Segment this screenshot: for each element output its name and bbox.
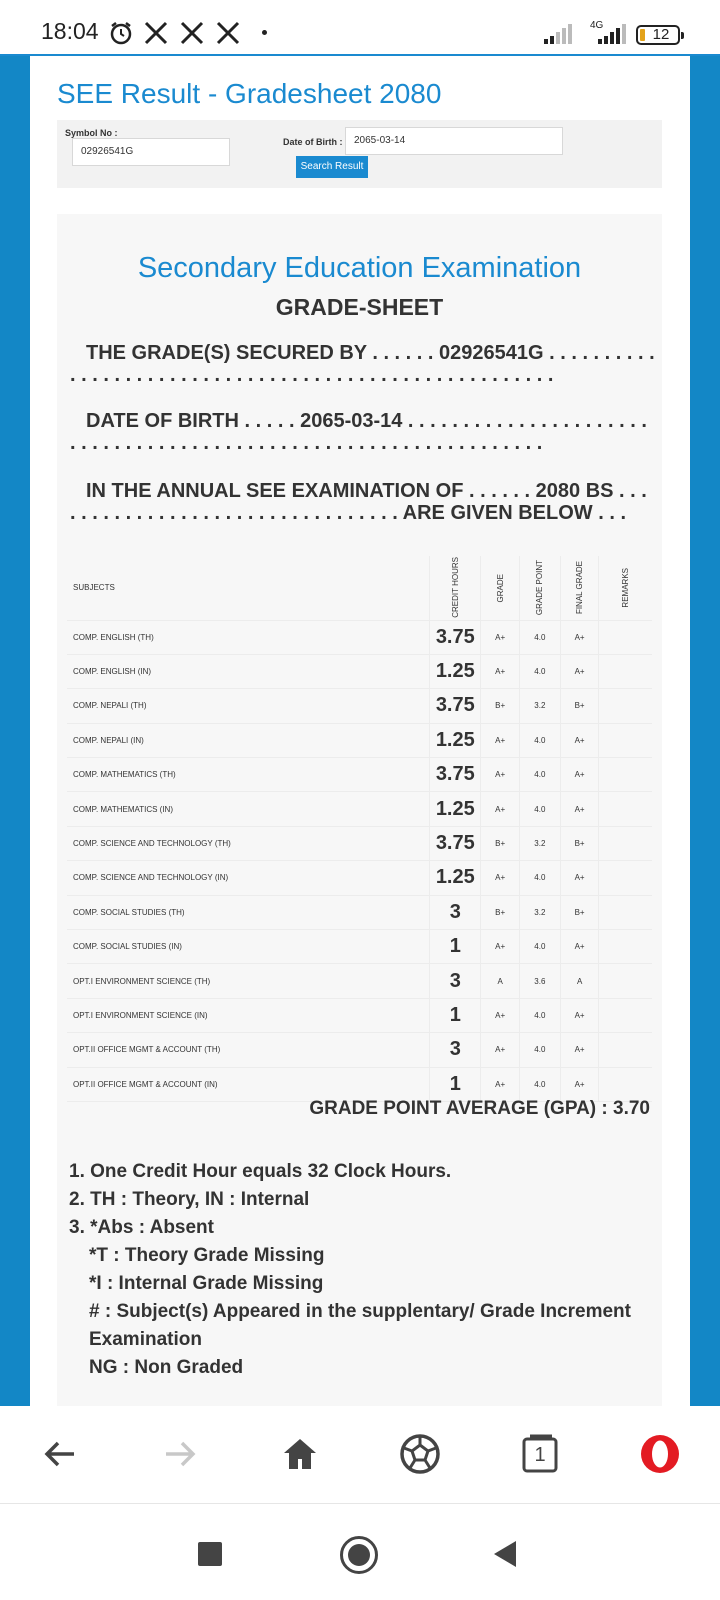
- table-row: [67, 1033, 652, 1067]
- credit-hours-cell: 3: [430, 1033, 481, 1067]
- network-type: 4G: [590, 20, 604, 31]
- grade-cell: A+: [481, 998, 520, 1032]
- credit-hours-cell: 3.75: [430, 758, 481, 792]
- table-row: [67, 689, 652, 723]
- remarks-cell: [599, 654, 652, 688]
- sheet-subtitle: GRADE-SHEET: [275, 294, 444, 320]
- signal-icon: [598, 24, 626, 44]
- dob-line: DATE OF BIRTH . . . . . 2065-03-14 . . . . . . . . . . . . . . . . . . . . . . . . . . . . . . . . . . . . . . . . . . . . . . . . . . . . . . . . . . . . . . . . .: [70, 410, 647, 454]
- credit-hours-cell: 3: [430, 895, 481, 929]
- subject-cell: OPT.II OFFICE MGMT & ACCOUNT (TH): [67, 1033, 430, 1067]
- grade-point-cell: 4.0: [519, 792, 560, 826]
- secured-by-line: THE GRADE(S) SECURED BY . . . . . . 02926541G . . . . . . . . . . . . . . . . . . . . . . . . . . . . . . . . . . . . . . . . . . . . . . . . . . . . . .: [70, 342, 655, 386]
- credit-hours-cell: 3.75: [430, 826, 481, 860]
- battery-level: 12: [652, 26, 670, 43]
- table-row: [67, 964, 652, 998]
- opera-logo-icon: [639, 1433, 681, 1475]
- note-item: *I : Internal Grade Missing: [89, 1273, 324, 1294]
- table-row: [67, 654, 652, 688]
- subject-cell: COMP. MATHEMATICS (IN): [67, 792, 430, 826]
- remarks-cell: [599, 964, 652, 998]
- credit-hours-cell: 1: [430, 1067, 481, 1101]
- sheet-title: Secondary Education Examination: [137, 252, 582, 284]
- final-grade-cell: A+: [560, 930, 599, 964]
- web-viewport[interactable]: [0, 56, 720, 1406]
- final-grade-cell: A+: [560, 998, 599, 1032]
- grade-cell: A+: [481, 930, 520, 964]
- col-grade: GRADE: [481, 556, 520, 620]
- table-row: [67, 792, 652, 826]
- system-nav-bar: [0, 1504, 720, 1600]
- opera-menu-button[interactable]: [636, 1430, 684, 1478]
- subject-cell: COMP. MATHEMATICS (TH): [67, 758, 430, 792]
- credit-hours-cell: 3.75: [430, 620, 481, 654]
- final-grade-cell: A+: [560, 654, 599, 688]
- col-remarks: REMARKS: [599, 556, 652, 620]
- table-row: [67, 930, 652, 964]
- grade-cell: A+: [481, 1033, 520, 1067]
- col-subjects: SUBJECTS: [67, 556, 430, 620]
- final-grade-cell: B+: [560, 826, 599, 860]
- final-grade-cell: A: [560, 964, 599, 998]
- grade-cell: B+: [481, 826, 520, 860]
- credit-hours-cell: 1: [430, 998, 481, 1032]
- final-grade-cell: A+: [560, 861, 599, 895]
- grade-cell: A+: [481, 758, 520, 792]
- symbol-label: Symbol No :: [65, 128, 118, 138]
- remarks-cell: [599, 1033, 652, 1067]
- signal-icon: [544, 24, 572, 44]
- status-bar: [0, 0, 720, 56]
- grade-cell: A+: [481, 792, 520, 826]
- recents-button[interactable]: [198, 1542, 222, 1566]
- alarm-icon: [108, 20, 134, 53]
- dob-input[interactable]: 2065-03-14: [345, 127, 563, 155]
- x-app-icon: [180, 21, 204, 52]
- col-credit-hours: CREDIT HOURS: [430, 556, 481, 620]
- note-item: 3. *Abs : Absent: [69, 1217, 214, 1238]
- remarks-cell: [599, 826, 652, 860]
- remarks-cell: [599, 758, 652, 792]
- final-grade-cell: B+: [560, 689, 599, 723]
- page-title: SEE Result - Gradesheet 2080: [57, 78, 442, 109]
- grade-cell: A+: [481, 861, 520, 895]
- table-row: [67, 826, 652, 860]
- note-item: *T : Theory Grade Missing: [89, 1245, 325, 1266]
- x-app-icon: [216, 21, 240, 52]
- note-item: 1. One Credit Hour equals 32 Clock Hours.: [69, 1161, 452, 1182]
- subject-cell: COMP. SOCIAL STUDIES (IN): [67, 930, 430, 964]
- grade-point-cell: 3.6: [519, 964, 560, 998]
- subject-cell: COMP. SCIENCE AND TECHNOLOGY (IN): [67, 861, 430, 895]
- credit-hours-cell: 1.25: [430, 792, 481, 826]
- football-icon: [399, 1433, 441, 1475]
- grade-cell: A+: [481, 1067, 520, 1101]
- note-item: # : Subject(s) Appeared in the supplentary/ Grade Increment Examination: [89, 1301, 631, 1350]
- table-row: [67, 861, 652, 895]
- grade-point-cell: 3.2: [519, 895, 560, 929]
- notification-dot: [262, 30, 267, 35]
- tabs-count: 1: [534, 1444, 546, 1466]
- exam-line: IN THE ANNUAL SEE EXAMINATION OF . . . . . . 2080 BS . . . . . . . . . . . . . . . . . . . . . . . . . . . . . . . . . ARE GIVEN BELOW . . .: [70, 480, 647, 524]
- grade-cell: B+: [481, 689, 520, 723]
- grade-point-cell: 4.0: [519, 998, 560, 1032]
- table-row: [67, 723, 652, 757]
- table-row: [67, 758, 652, 792]
- tabs-button[interactable]: [516, 1430, 564, 1478]
- remarks-cell: [599, 998, 652, 1032]
- home-icon: [281, 1435, 319, 1473]
- grade-point-cell: 4.0: [519, 758, 560, 792]
- arrow-left-icon: [42, 1436, 78, 1472]
- subject-cell: COMP. NEPALI (IN): [67, 723, 430, 757]
- final-grade-cell: A+: [560, 1067, 599, 1101]
- arrow-right-icon: [162, 1436, 198, 1472]
- credit-hours-cell: 1.25: [430, 654, 481, 688]
- search-result-button[interactable]: Search Result: [296, 156, 368, 178]
- remarks-cell: [599, 930, 652, 964]
- remarks-cell: [599, 861, 652, 895]
- remarks-cell: [599, 895, 652, 929]
- credit-hours-cell: 3.75: [430, 689, 481, 723]
- grade-cell: A+: [481, 620, 520, 654]
- credit-hours-cell: 3: [430, 964, 481, 998]
- table-row: [67, 895, 652, 929]
- remarks-cell: [599, 1067, 652, 1101]
- remarks-cell: [599, 620, 652, 654]
- final-grade-cell: A+: [560, 792, 599, 826]
- grades-table: [67, 556, 652, 1102]
- final-grade-cell: A+: [560, 723, 599, 757]
- remarks-cell: [599, 723, 652, 757]
- subject-cell: COMP. ENGLISH (IN): [67, 654, 430, 688]
- subject-cell: OPT.II OFFICE MGMT & ACCOUNT (IN): [67, 1067, 430, 1101]
- grade-point-cell: 4.0: [519, 861, 560, 895]
- col-grade-point: GRADE POINT: [519, 556, 560, 620]
- gpa-summary: GRADE POINT AVERAGE (GPA) : 3.70: [309, 1098, 650, 1119]
- table-header-row: [67, 556, 652, 620]
- credit-hours-cell: 1.25: [430, 723, 481, 757]
- back-button[interactable]: [36, 1430, 84, 1478]
- browser-toolbar: [0, 1406, 720, 1504]
- notes: [69, 1158, 654, 1382]
- grade-point-cell: 4.0: [519, 723, 560, 757]
- note-item: NG : Non Graded: [89, 1357, 244, 1378]
- col-final-grade: FINAL GRADE: [560, 556, 599, 620]
- forward-button[interactable]: [156, 1430, 204, 1478]
- grade-cell: A+: [481, 723, 520, 757]
- note-item: 2. TH : Theory, IN : Internal: [69, 1189, 310, 1210]
- final-grade-cell: A+: [560, 1033, 599, 1067]
- grade-point-cell: 3.2: [519, 689, 560, 723]
- remarks-cell: [599, 689, 652, 723]
- table-row: [67, 998, 652, 1032]
- grade-sheet: [57, 214, 662, 1406]
- grade-cell: B+: [481, 895, 520, 929]
- page-content: [30, 56, 690, 1406]
- final-grade-cell: B+: [560, 895, 599, 929]
- battery-icon: [636, 25, 680, 45]
- credit-hours-cell: 1: [430, 930, 481, 964]
- table-row: [67, 620, 652, 654]
- home-nav-button[interactable]: [340, 1536, 378, 1574]
- remarks-cell: [599, 792, 652, 826]
- final-grade-cell: A+: [560, 620, 599, 654]
- subject-cell: OPT.I ENVIRONMENT SCIENCE (TH): [67, 964, 430, 998]
- back-nav-button[interactable]: [494, 1541, 516, 1567]
- dob-label: Date of Birth :: [283, 137, 343, 147]
- x-app-icon: [144, 21, 168, 52]
- status-time: 18:04: [41, 18, 99, 44]
- final-grade-cell: A+: [560, 758, 599, 792]
- grade-point-cell: 4.0: [519, 1067, 560, 1101]
- credit-hours-cell: 1.25: [430, 861, 481, 895]
- grade-point-cell: 3.2: [519, 826, 560, 860]
- subject-cell: COMP. ENGLISH (TH): [67, 620, 430, 654]
- grade-cell: A+: [481, 654, 520, 688]
- sports-button[interactable]: [396, 1430, 444, 1478]
- home-button[interactable]: [276, 1430, 324, 1478]
- grade-point-cell: 4.0: [519, 654, 560, 688]
- table-row: [67, 1067, 652, 1101]
- subject-cell: OPT.I ENVIRONMENT SCIENCE (IN): [67, 998, 430, 1032]
- grade-point-cell: 4.0: [519, 930, 560, 964]
- grade-point-cell: 4.0: [519, 1033, 560, 1067]
- grade-cell: A: [481, 964, 520, 998]
- grade-point-cell: 4.0: [519, 620, 560, 654]
- subject-cell: COMP. SOCIAL STUDIES (TH): [67, 895, 430, 929]
- symbol-input[interactable]: 02926541G: [72, 138, 230, 166]
- subject-cell: COMP. SCIENCE AND TECHNOLOGY (TH): [67, 826, 430, 860]
- subject-cell: COMP. NEPALI (TH): [67, 689, 430, 723]
